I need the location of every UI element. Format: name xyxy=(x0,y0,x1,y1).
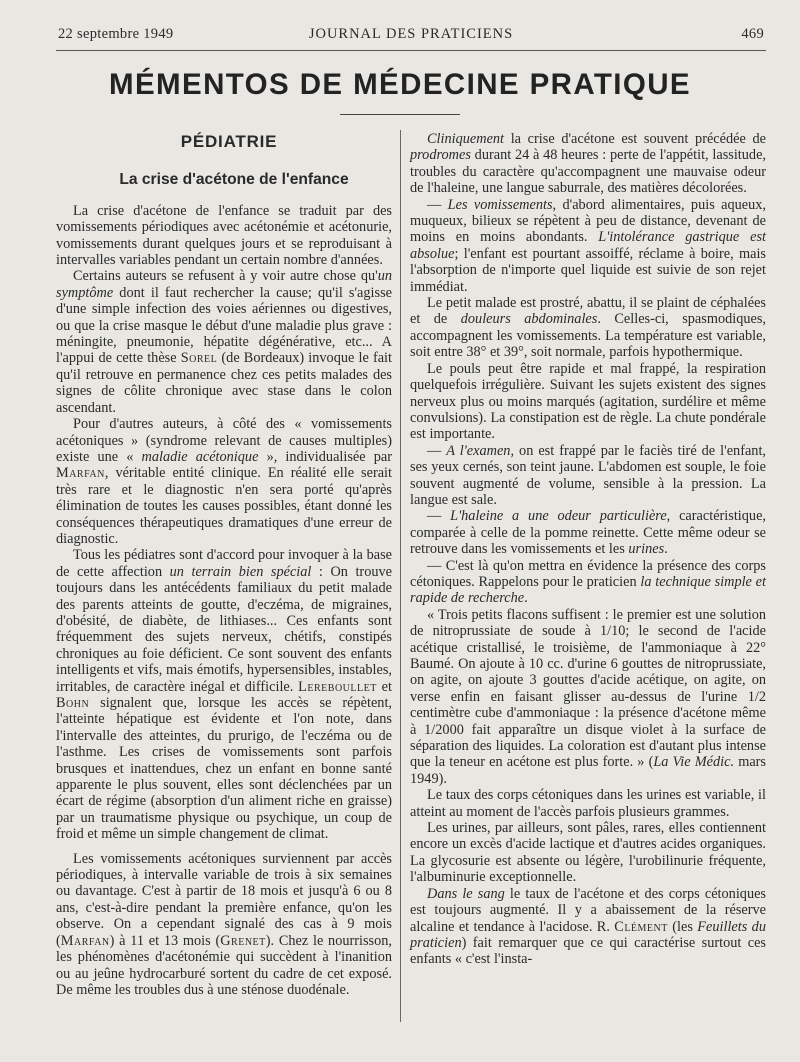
text-run: . xyxy=(524,590,528,607)
running-header xyxy=(58,26,764,48)
paragraph xyxy=(56,203,392,269)
text-run: , véritable entité clinique. En réalité elle serait très rare et le diagnostic n'en sera porté qu'après élimination de toutes les causes possibles, étant donné les conséquences thérapeutiques dramatiques d'une erreur de diagnostic. xyxy=(56,465,392,547)
paragraph xyxy=(410,558,766,607)
text-run: Les vomissements acétoniques surviennent par accès périodiques, à intervalle variable de trois à six semaines ou davantage. C'est à partir de 18 mois et jusqu'à 6 ou 8 ans, c'est-à-dire pendant la première enfance, qu'on les observe. On a cependant signalé des cas à 9 mois ( xyxy=(56,850,392,949)
title-rule xyxy=(340,114,460,115)
text-run: Pour d'autres auteurs, à côté des « vomissements acétoniques » (syndrome relevant de causes multiples) existe une « xyxy=(56,416,392,465)
italic-run: un terrain bien spécial xyxy=(169,563,312,580)
author-name: Marfan xyxy=(56,465,105,482)
italic-run: Les vomissements xyxy=(447,196,553,213)
italic-run: Dans le sang xyxy=(427,885,505,902)
italic-run: la technique simple et rapide de recherche xyxy=(410,573,766,607)
left-column-text xyxy=(56,203,392,999)
text-run: . Celles-ci, spasmodiques, accompagnent les vomissements. La température est variable, soit entre 38° et 39°, soit normale, parfois hypothermique. xyxy=(410,311,767,361)
italic-run: un symptôme xyxy=(56,268,392,301)
text-run: — xyxy=(427,508,451,525)
text-run: , caractéristique, comparée à celle de la pomme reinette. Cette même odeur se retrouve dans les vomissements et les xyxy=(410,508,766,558)
italic-run: Cliniquement xyxy=(427,131,505,147)
text-run: — xyxy=(427,196,448,213)
page-title: MÉMENTOS DE MÉDECINE PRATIQUE xyxy=(108,68,692,101)
italic-run: La Vie Médic. xyxy=(653,754,735,771)
italic-run: urines xyxy=(628,541,665,558)
paragraph xyxy=(410,820,766,886)
italic-run: L'intolérance gastrique est absolue xyxy=(410,229,766,262)
header-journal-name: JOURNAL DES PRATICIENS xyxy=(308,26,514,42)
author-name: Lereboullet xyxy=(298,678,377,695)
author-name: Sorel xyxy=(180,350,218,367)
header-rule xyxy=(56,50,766,51)
paragraph xyxy=(410,787,766,820)
header-date: 22 septembre 1949 xyxy=(58,26,174,42)
author-name: Bohn xyxy=(56,695,90,711)
text-run: — xyxy=(427,442,447,459)
text-run: mars 1949). xyxy=(410,754,766,787)
right-column xyxy=(410,130,766,968)
right-column-text xyxy=(410,131,766,968)
text-run: Les urines, par ailleurs, sont pâles, rares, elles contiennent encore un excès d'acide lactique et d'autres acides organiques. La glycosurie est absente ou légère, l'urobilinurie fréquente, l'albuminurie exceptionnelle. xyxy=(410,820,766,886)
text-run: », individualisée par xyxy=(258,448,392,465)
text-run: (de Bordeaux) invoque le fait qu'il retrouve en permanence chez ces petits malades des signes de côlite chronique avec stase dans le colon ascendant. xyxy=(56,350,392,416)
paragraph xyxy=(410,197,766,295)
text-run: , on est frappé par le faciès tiré de l'enfant, ses yeux cernés, son teint jaune. L'abdomen est souple, le foie souvent augmenté de volume, sensible à la pression. La langue est sale. xyxy=(410,442,766,508)
paragraph xyxy=(410,361,766,443)
text-run: dont il faut rechercher la cause; qu'il s'agisse d'une simple infection des voies aériennes ou digestives, ou que la crise masque le début d'une maladie plus grave : méningite, pneumonie, hépatite dégénérative, etc... A l'appui de cette thèse xyxy=(56,284,392,367)
text-run: Le petit malade est prostré, abattu, il se plaint de céphalées et de xyxy=(410,295,766,328)
text-run: le taux de l'acétone et des corps cétoniques est toujours augmenté. Il y a abaissement de la réserve alcaline et tendance à l'acidose. R. xyxy=(410,885,766,935)
author-name: Marfan xyxy=(60,932,110,949)
text-run: (les xyxy=(667,918,698,935)
paragraph xyxy=(410,508,766,557)
paragraph xyxy=(56,416,392,547)
text-run: Tous les pédiatres sont d'accord pour invoquer à la base de cette affection xyxy=(56,547,392,580)
text-run: , d'abord alimentaires, puis aqueux, muqueux, bilieux se répètent à peu de distance, devenant de moins en moins abondants. xyxy=(410,196,766,246)
paragraph xyxy=(56,268,392,416)
italic-run: A l'examen xyxy=(446,442,511,459)
paragraph xyxy=(56,851,392,999)
italic-run: Feuillets du praticien xyxy=(410,918,766,951)
text-run: ) à 11 et 13 mois ( xyxy=(109,932,221,949)
author-name: Clément xyxy=(614,918,668,935)
paragraph xyxy=(410,886,766,968)
header-page-number: 469 xyxy=(741,26,764,42)
text-run: ) fait remarquer que ce qui caractérise surtout ces enfants « c'est l'insta- xyxy=(410,934,766,968)
paragraph xyxy=(410,443,766,509)
italic-run: douleurs abdominales xyxy=(460,311,598,328)
italic-run: maladie acétonique xyxy=(141,448,259,465)
paragraph xyxy=(410,295,766,361)
text-run: ; l'enfant est pourtant assoiffé, réclame à boire, mais l'absorption de n'importe quel liquide est suivie de son rejet immédiat. xyxy=(410,245,766,295)
column-divider xyxy=(400,130,401,1022)
text-run: — C'est là qu'on mettra en évidence la présence des corps cétoniques. Rappelons pour le praticien xyxy=(410,557,766,590)
text-run: Le pouls peut être rapide et mal frappé, la respiration quelquefois irrégulière. Suivant les sujets existent des signes nerveux plus ou moins marqués (agitation, surdélire et même convulsions). La constipation est de règle. La chute pondérale est importante. xyxy=(410,360,766,443)
article-title: La crise d'acétone de l'enfance xyxy=(119,171,349,189)
left-column xyxy=(56,130,392,998)
italic-run: L'haleine a une odeur particulière xyxy=(450,508,667,525)
paragraph xyxy=(410,607,766,787)
author-name: Grenet xyxy=(220,932,266,949)
text-run: signalent que, lorsque les accès se répètent, l'atteinte hépatique est évidente et l'on note, dans l'intervalle des atteintes, du prurigo, de l'eczéma ou de l'asthme. Les crises de vomissements sont parfois brusques et inattendues, chez un enfant en bonne santé apparente le plus souvent, elles sont déclenchées par un écart de régime (absorption d'un aliment riche en graisse) par un traumatisme physique ou psychique, un coup de froid et même un simple changement de climat. xyxy=(56,695,392,843)
section-heading: PÉDIATRIE xyxy=(180,132,278,151)
text-run: . xyxy=(664,541,668,558)
text-run: et xyxy=(376,678,392,695)
paragraph xyxy=(56,547,392,842)
text-run: la crise d'acétone est souvent précédée de xyxy=(504,131,766,147)
text-run: « Trois petits flacons suffisent : le premier est une solution de nitroprussiate de soude à 1/10; le second de l'acide acétique cristallisé, le troisième, de l'ammoniaque à 22° Baumé. On ajoute à 10 cc. d'urine 6 gouttes de nitroprussiate, on agite, on ajoute 3 gouttes d'acide acétique, on agite, on verse enfin en faisant glisser au-dessus de l'urine 1/2 centimètre cube d'ammoniaque : la présence d'acétone même à 1/2000 fait apparaître un disque violet à la surface de séparation des liquides. La coloration est d'autant plus intense que la teneur en acétone est plus forte. » ( xyxy=(410,606,766,771)
text-run: : On trouve toujours dans les antécédents familiaux du petit malade des parents atteints de goutte, d'eczéma, de migraines, d'obésité, de diabète, de lithiases... Ces enfants sont fréquemment des sujets nerveux, chétifs, constipés chroniques au foie déficient. Ce sont souvent des enfants intelligents et vifs, mais émotifs, hypersensibles, instables, irritables, de caractère inégal et difficile. xyxy=(56,563,392,695)
text-run: La crise d'acétone de l'enfance se traduit par des vomissements périodiques avec acétonémie et acétonurie, vomissements durant quelques jours et se reproduisant à intervalles variables pendant un certain nombre d'années. xyxy=(56,202,392,269)
text-run: Le taux des corps cétoniques dans les urines est variable, il atteint au moment de l'accès parfois plusieurs grammes. xyxy=(410,787,766,820)
paragraph xyxy=(410,131,766,197)
text-run: durant 24 à 48 heures : perte de l'appétit, lassitude, troubles du caractère qu'accompagnent une mauvaise odeur de l'haleine, une langue saburrale, des matières décolorées. xyxy=(410,147,766,197)
text-run: Certains auteurs se refusent à y voir autre chose qu' xyxy=(73,268,378,285)
italic-run: prodromes xyxy=(410,147,471,164)
text-run: ). Chez le nourrisson, les phénomènes d'acétonémie qui succèdent à l'inanition ou au jeûne hydrocarburé sortent du cadre de cet exposé. De même les troubles dus à une sténose duodénale. xyxy=(56,932,392,998)
